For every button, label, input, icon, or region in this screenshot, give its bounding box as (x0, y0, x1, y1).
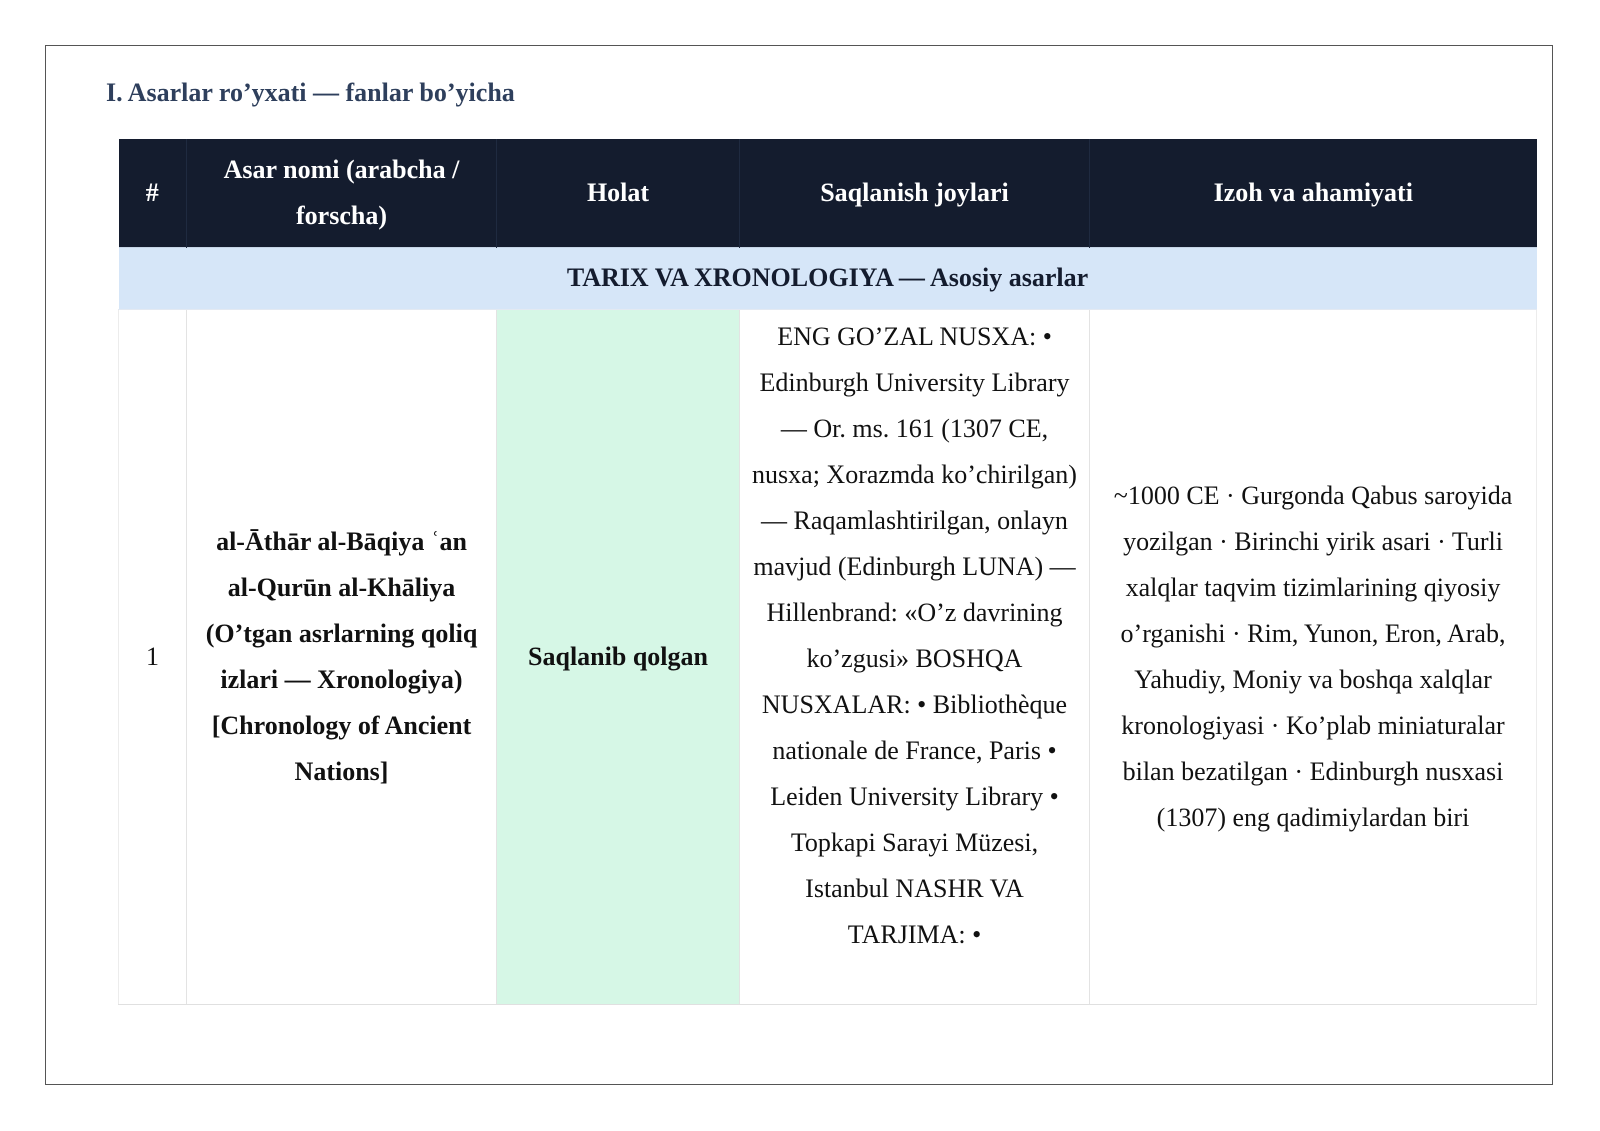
row-number: 1 (119, 309, 187, 1004)
locations-text: ENG GO’ZAL NUSXA: • Edinburgh University Library — Or. ms. 161 (1307 CE, nusxa; Xorazmda ko’chirilgan) — Raqamlashtirilgan, onlayn mavjud (Edinburgh LUNA) — Hillenbrand: «O’z davrining ko’zgusi» BOSHQA NUSXALAR: • Bibliothèque nationale de France, Paris • Leiden University Library • Topkapi Sarayi Müzesi, Istanbul NASHR VA TARJIMA: • (752, 321, 1077, 949)
header-notes: Izoh va ahamiyati (1090, 139, 1537, 247)
table-header (119, 139, 1537, 247)
status-cell: Saqlanib qolgan (497, 309, 740, 1004)
category-label: TARIX VA XRONOLOGIYA — Asosiy asarlar (119, 247, 1537, 309)
header-row (119, 139, 1537, 247)
category-row (119, 247, 1537, 309)
header-work-name: Asar nomi (arabcha / forscha) (187, 139, 497, 247)
header-status: Holat (497, 139, 740, 247)
header-locations: Saqlanish joylari (740, 139, 1090, 247)
notes-cell: ~1000 CE · Gurgonda Qabus saroyida yozilgan · Birinchi yirik asari · Turli xalqlar taqvim tizimlarining qiyosiy o’rganishi · Rim, Yunon, Eron, Arab, Yahudiy, Moniy va boshqa xalqlar kronologiyasi · Ko’plab miniaturalar bilan bezatilgan · Edinburgh nusxasi (1307) eng qadimiylardan biri (1090, 309, 1537, 1004)
works-table (118, 139, 1537, 1005)
table-body (119, 247, 1537, 1004)
locations-cell (740, 309, 1090, 1004)
table-row (119, 309, 1537, 1004)
section-title: I. Asarlar ro’yxati — fanlar bo’yicha (106, 78, 515, 107)
work-name: al-Āthār al-Bāqiya ʿan al-Qurūn al-Khāliya (O’tgan asrlarning qoliq izlari — Xronologiya) [Chronology of Ancient Nations] (187, 309, 497, 1004)
header-number: # (119, 139, 187, 247)
